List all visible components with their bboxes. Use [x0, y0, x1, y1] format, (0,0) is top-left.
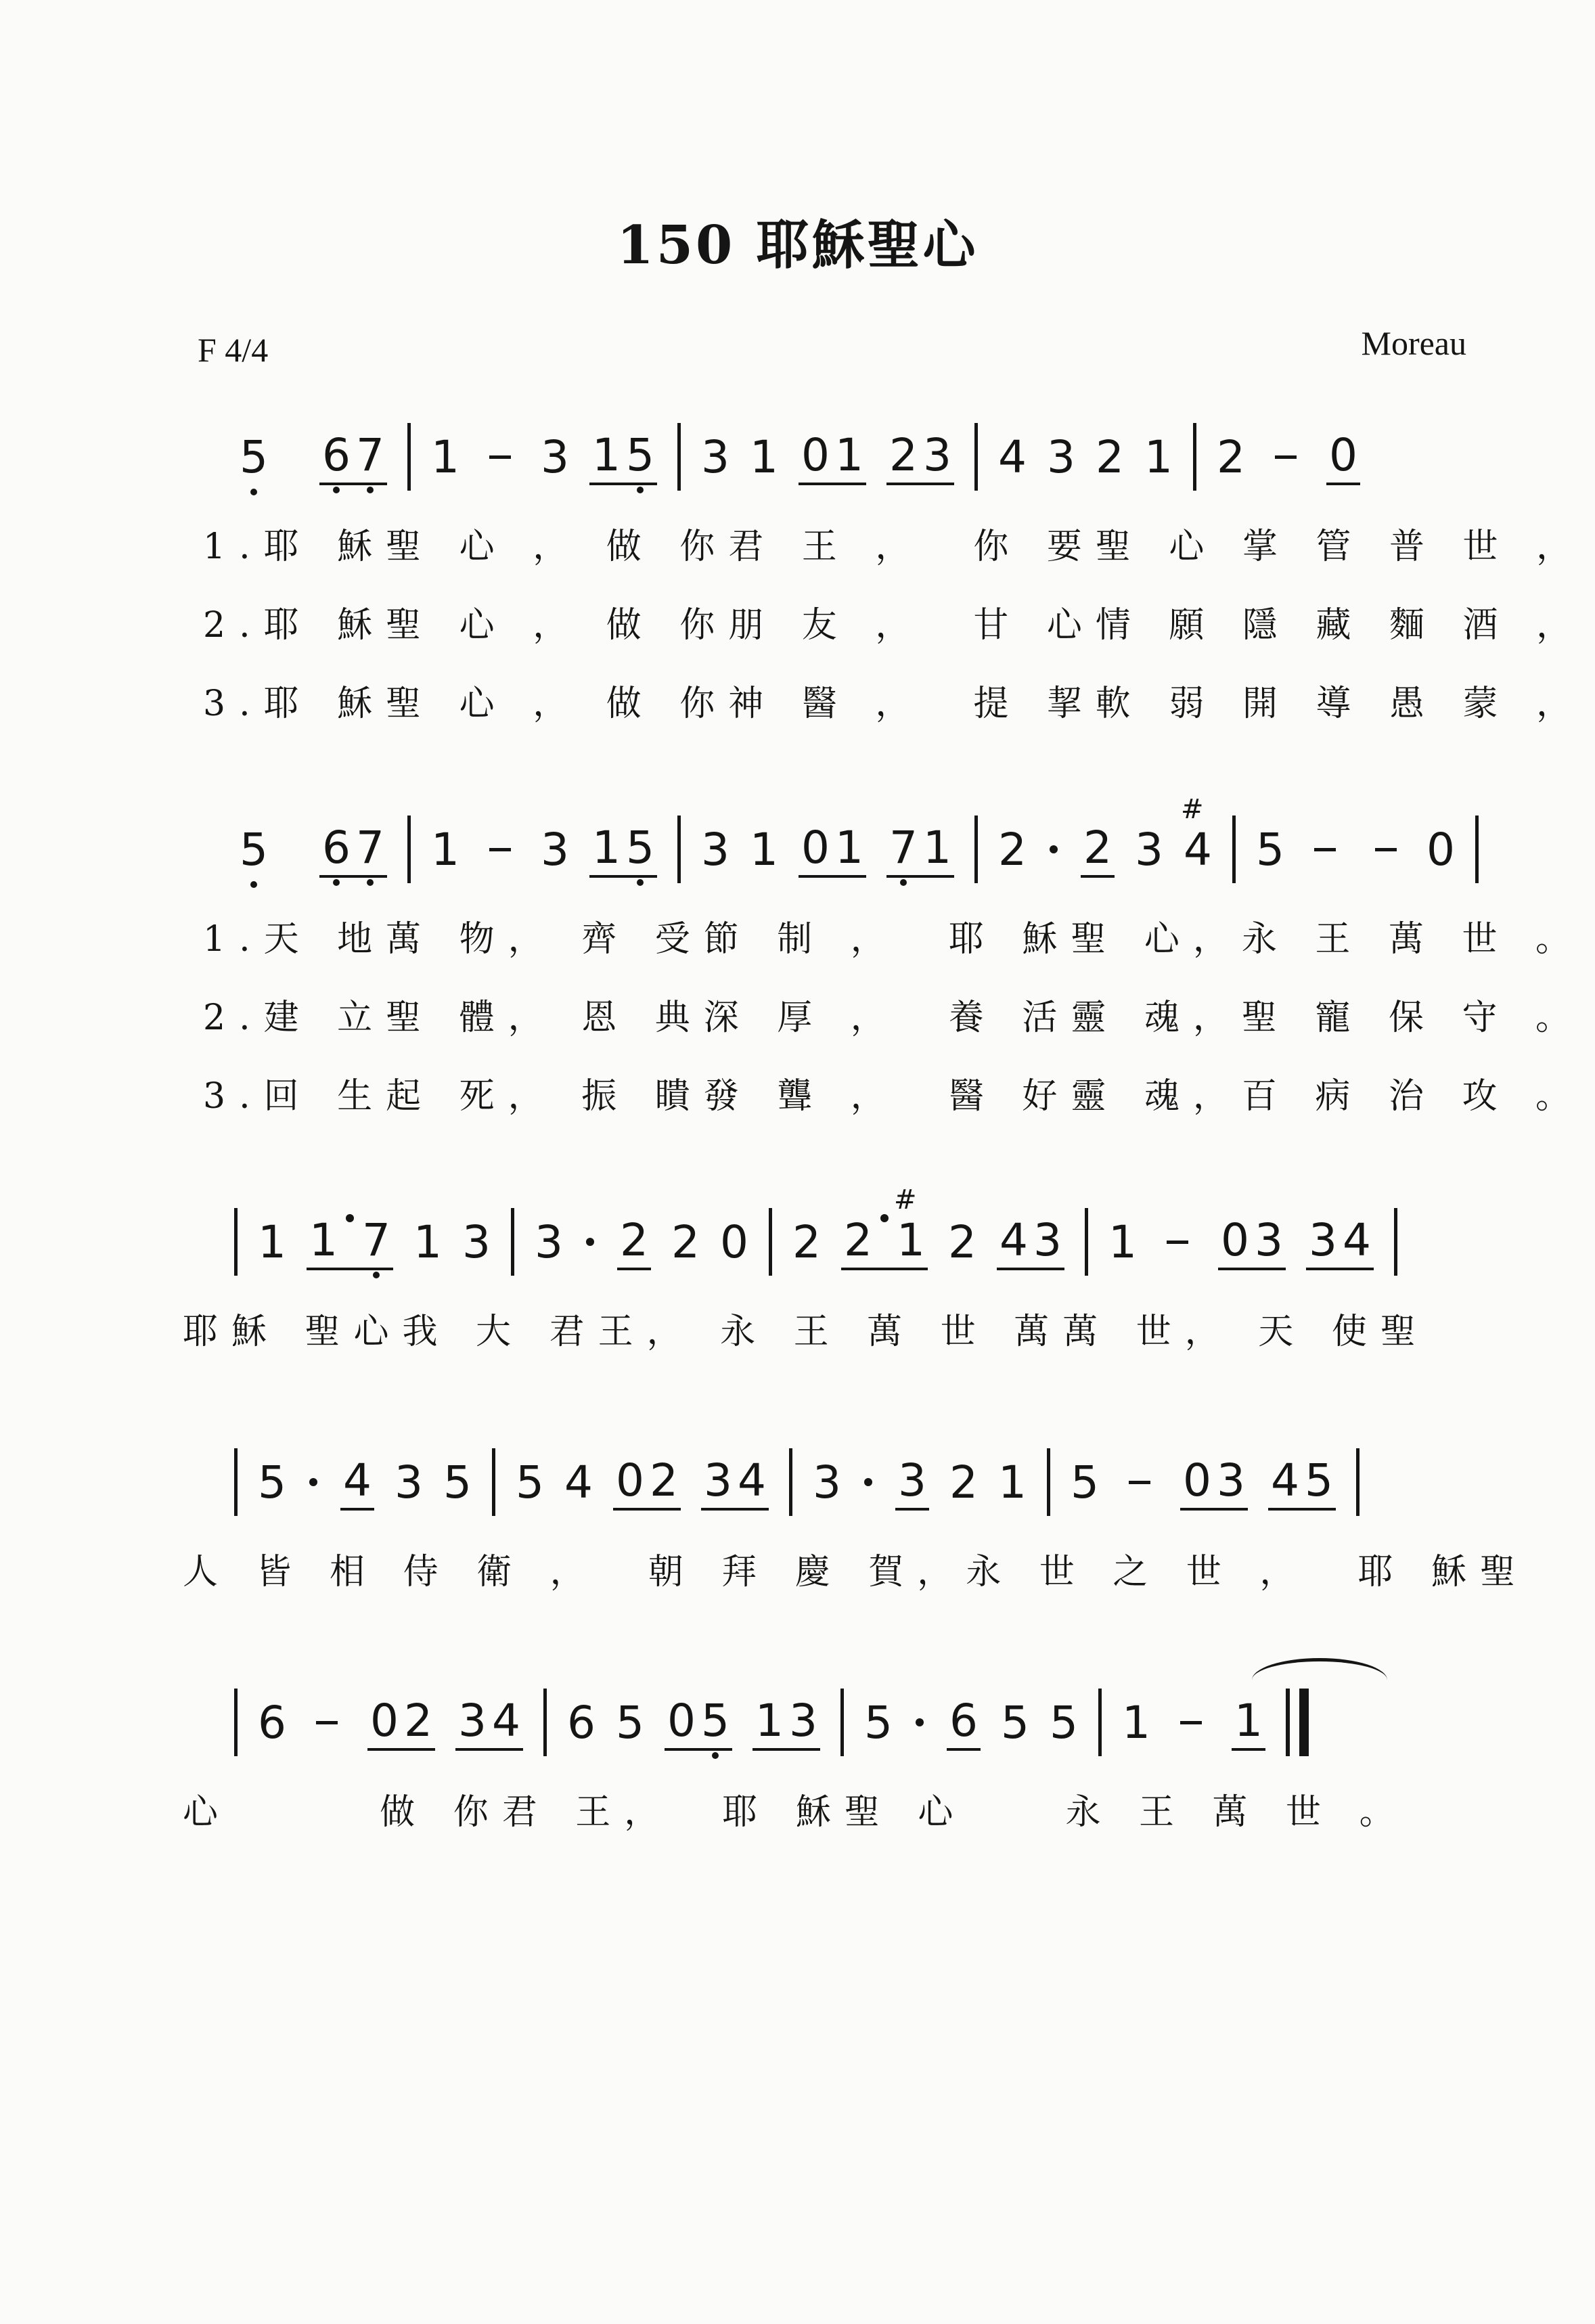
- note: 1: [1122, 1696, 1150, 1749]
- hold-dash: [1129, 1481, 1150, 1484]
- note: 1: [309, 1213, 338, 1266]
- note: 4: [738, 1454, 766, 1506]
- beamed-group: [589, 822, 657, 878]
- note: 6: [258, 1696, 286, 1749]
- note: 7: [359, 1214, 393, 1266]
- lyric-line: 心 做 你君 王， 耶 穌聖 心 永 王 萬 世 。: [183, 1792, 1408, 1833]
- beamed-group: [752, 1695, 820, 1751]
- lyric-line: 2.建 立聖 體， 恩 典深 厚 ， 養 活靈 魂，聖 寵 保 守 。: [203, 998, 1585, 1038]
- notation-line: [0, 799, 1595, 900]
- note: 2: [949, 1456, 978, 1509]
- note: 3: [1135, 823, 1163, 876]
- beamed-group: [997, 1214, 1064, 1270]
- note: 5: [1256, 823, 1284, 876]
- hold-dash: [489, 848, 511, 851]
- note: 1: [1144, 430, 1173, 483]
- note: 3: [1255, 1213, 1283, 1266]
- measure: [428, 429, 660, 485]
- note: 6: [319, 822, 353, 874]
- beamed-group: [799, 822, 866, 878]
- barline: [1193, 423, 1196, 491]
- barline: [789, 1448, 792, 1516]
- note: 2: [671, 1215, 700, 1268]
- note: 0: [1221, 1213, 1249, 1266]
- note: 6: [567, 1696, 596, 1749]
- barline: [407, 423, 411, 491]
- note: 7: [886, 822, 920, 874]
- measure: [237, 822, 390, 878]
- hold-dash: [1314, 848, 1336, 851]
- measure: [995, 822, 1215, 878]
- hold-dash: [1167, 1241, 1188, 1244]
- note: 1: [755, 1694, 784, 1747]
- note: 3: [1309, 1213, 1337, 1266]
- note: 2: [792, 1215, 821, 1268]
- lyric-line: 1.天 地萬 物， 齊 受節 制 ， 耶 穌聖 心，永 王 萬 世 。: [203, 919, 1585, 960]
- note: 4: [1271, 1454, 1299, 1506]
- barline: [769, 1208, 772, 1276]
- measure: [790, 1214, 1067, 1270]
- lyric-line: 耶穌 聖心我 大 君王， 永 王 萬 世 萬萬 世， 天 使聖: [183, 1312, 1429, 1352]
- barline: [1085, 1208, 1088, 1276]
- note: 3: [462, 1215, 491, 1268]
- note: 1: [258, 1215, 286, 1268]
- note: 1: [1108, 1215, 1137, 1268]
- lyric-line: 人 皆 相 侍 衛 ， 朝 拜 慶 賀，永 世 之 世 ， 耶 穌聖: [183, 1552, 1529, 1592]
- augmentation-dot: [1050, 845, 1058, 853]
- barline: [677, 423, 681, 491]
- note: 1: [592, 821, 621, 874]
- notation-line: [0, 1431, 1595, 1533]
- barline: [1356, 1448, 1360, 1516]
- note: 2: [620, 1213, 648, 1266]
- note: 4: [998, 430, 1027, 483]
- barline: [974, 423, 978, 491]
- note: 3: [535, 1215, 563, 1268]
- measure: [255, 1214, 493, 1270]
- measure: [255, 1695, 526, 1751]
- note: 3: [704, 1454, 732, 1506]
- augmentation-dot: [309, 1478, 317, 1486]
- hold-dash: [489, 455, 511, 459]
- note: 2: [650, 1454, 678, 1506]
- barline: [234, 1689, 238, 1756]
- note: 2: [948, 1215, 976, 1268]
- note: 3: [541, 823, 569, 876]
- note: 5: [1071, 1456, 1099, 1509]
- measure: [564, 1695, 823, 1751]
- measure: [1106, 1214, 1376, 1270]
- note: 3: [789, 1694, 817, 1747]
- note: 5: [443, 1456, 472, 1509]
- augmentation-dot: [346, 1214, 354, 1222]
- score-system-1: [0, 406, 1595, 743]
- barline: [1394, 1208, 1397, 1276]
- note: 3: [1033, 1213, 1062, 1266]
- lyric-line: 3.耶 穌聖 心 ， 做 你神 醫 ， 提 挈軟 弱 開 導 愚 蒙 ，: [203, 684, 1586, 724]
- note: 7: [353, 822, 387, 874]
- note: 5: [237, 431, 271, 483]
- beamed-group: [319, 822, 387, 878]
- hold-dash: [1275, 455, 1297, 459]
- barline: [511, 1208, 514, 1276]
- note: 3: [923, 428, 951, 481]
- note: 5: [698, 1695, 732, 1747]
- note: 3: [395, 1456, 423, 1509]
- hold-dash: [1375, 848, 1397, 851]
- hold-dash: [1180, 1721, 1202, 1724]
- hymn-title: 150 耶穌聖心: [616, 215, 979, 276]
- note: 1: [835, 428, 863, 481]
- barline: [234, 1448, 238, 1516]
- note: 5: [1050, 1696, 1078, 1749]
- note: 5: [623, 429, 657, 481]
- note: 2: [404, 1694, 432, 1747]
- beamed-group: [799, 429, 866, 485]
- beamed-group: [886, 429, 954, 485]
- note: 3: [898, 1454, 926, 1506]
- note: 2: [1217, 430, 1245, 483]
- note: 4: [999, 1213, 1028, 1266]
- beamed-group: [1218, 1214, 1286, 1270]
- note: 3: [1047, 430, 1075, 483]
- barline: [840, 1689, 844, 1756]
- barline: [1232, 815, 1236, 883]
- note: 5: [623, 822, 657, 874]
- note: # 1: [894, 1214, 928, 1266]
- beamed-group: [1081, 822, 1115, 878]
- beamed-group: [886, 822, 954, 878]
- note: 1: [592, 428, 621, 481]
- barline: [1047, 1448, 1050, 1516]
- note: 0: [1183, 1454, 1211, 1506]
- note: 1: [998, 1456, 1027, 1509]
- beamed-group: [947, 1695, 981, 1751]
- note: 4: [492, 1694, 520, 1747]
- note: 5: [516, 1456, 544, 1509]
- measure: [1119, 1695, 1268, 1751]
- note: 3: [458, 1694, 487, 1747]
- note: 0: [370, 1694, 399, 1747]
- note: 1: [750, 823, 778, 876]
- note: 5: [1305, 1454, 1333, 1506]
- barline: [677, 815, 681, 883]
- beamed-group: [589, 429, 657, 485]
- note: 1: [431, 823, 459, 876]
- barline: [234, 1208, 238, 1276]
- beamed-group: [319, 429, 387, 485]
- note: 2: [1096, 430, 1124, 483]
- score-system-4: [0, 1431, 1595, 1611]
- note: 2: [844, 1213, 872, 1266]
- barline: [974, 815, 978, 883]
- beamed-group: [1326, 429, 1360, 485]
- barline: [1475, 815, 1479, 883]
- beamed-group: [1180, 1454, 1248, 1511]
- beamed-group: [367, 1695, 435, 1751]
- beamed-group: [455, 1695, 523, 1751]
- notation-line: [0, 1191, 1595, 1293]
- beamed-group: [1232, 1695, 1265, 1751]
- note: 1: [835, 821, 863, 874]
- note: 4: [1343, 1213, 1371, 1266]
- lyric-line: 3.回 生起 死， 振 瞶發 聾 ， 醫 好靈 魂，百 病 治 攻 。: [203, 1076, 1585, 1117]
- note: 6: [319, 429, 353, 481]
- note: 3: [813, 1456, 841, 1509]
- beamed-group: [617, 1214, 651, 1270]
- note: 0: [616, 1454, 644, 1506]
- beamed-group: [665, 1695, 732, 1751]
- measure: [428, 822, 660, 878]
- measure: [255, 1454, 474, 1511]
- augmentation-dot: [880, 1214, 889, 1222]
- note: 4: [343, 1454, 372, 1506]
- note: 2: [889, 428, 918, 481]
- lyric-line: 2.耶 穌聖 心 ， 做 你朋 友 ， 甘 心情 願 隱 藏 麵 酒 ，: [203, 605, 1586, 646]
- measure: [237, 429, 390, 485]
- key-signature: F 4/4: [198, 331, 269, 369]
- note: 0: [801, 821, 830, 874]
- augmentation-dot: [864, 1478, 872, 1486]
- note: 1: [750, 430, 778, 483]
- measure: [1214, 429, 1363, 485]
- note: 1: [923, 821, 951, 874]
- note: 0: [801, 428, 830, 481]
- score-system-5: [0, 1672, 1595, 1852]
- note: 1: [1234, 1694, 1263, 1747]
- note: 4: [564, 1456, 593, 1509]
- note: 5: [616, 1696, 644, 1749]
- barline: [407, 815, 411, 883]
- note: 3: [701, 823, 729, 876]
- augmentation-dot: [916, 1718, 924, 1726]
- measure: [513, 1454, 771, 1511]
- measure: [995, 431, 1175, 483]
- note: 3: [1217, 1454, 1245, 1506]
- score-system-3: [0, 1191, 1595, 1371]
- notation-line: [0, 406, 1595, 508]
- beamed-group: [1306, 1214, 1374, 1270]
- beamed-group: [895, 1454, 929, 1511]
- barline: [1098, 1689, 1102, 1756]
- note: 5: [864, 1696, 893, 1749]
- beamed-group: [613, 1454, 681, 1511]
- note: 0: [667, 1694, 696, 1747]
- note: 5: [237, 824, 271, 876]
- note: 3: [701, 430, 729, 483]
- tie-arc: [1252, 1658, 1387, 1702]
- note: # 4: [1181, 824, 1215, 876]
- measure: [698, 429, 957, 485]
- note: 6: [949, 1694, 978, 1747]
- note: 5: [1001, 1696, 1029, 1749]
- measure: [532, 1214, 751, 1270]
- note: 3: [541, 430, 569, 483]
- note: 0: [720, 1215, 748, 1268]
- beamed-group: [1268, 1454, 1336, 1511]
- composer: Moreau: [1361, 324, 1466, 362]
- augmentation-dot: [586, 1238, 594, 1246]
- note: 2: [998, 823, 1027, 876]
- beamed-group: [841, 1214, 928, 1270]
- barline: [543, 1689, 547, 1756]
- hold-dash: [316, 1721, 338, 1724]
- note: 2: [1083, 821, 1112, 874]
- note: 0: [1426, 823, 1455, 876]
- note: 0: [1329, 428, 1357, 481]
- measure: [861, 1695, 1081, 1751]
- measure: [1253, 824, 1458, 876]
- beamed-group: [307, 1214, 393, 1270]
- measure: [698, 822, 957, 878]
- note: 7: [353, 429, 387, 481]
- beamed-group: [340, 1454, 374, 1511]
- measure: [810, 1454, 1029, 1511]
- measure: [1068, 1454, 1339, 1511]
- note: 5: [258, 1456, 286, 1509]
- note: 1: [413, 1215, 442, 1268]
- barline: [492, 1448, 495, 1516]
- score-system-2: [0, 799, 1595, 1136]
- lyric-line: 1.耶 穌聖 心 ， 做 你君 王 ， 你 要聖 心 掌 管 普 世 ，: [203, 527, 1586, 567]
- note: 1: [431, 430, 459, 483]
- beamed-group: [701, 1454, 769, 1511]
